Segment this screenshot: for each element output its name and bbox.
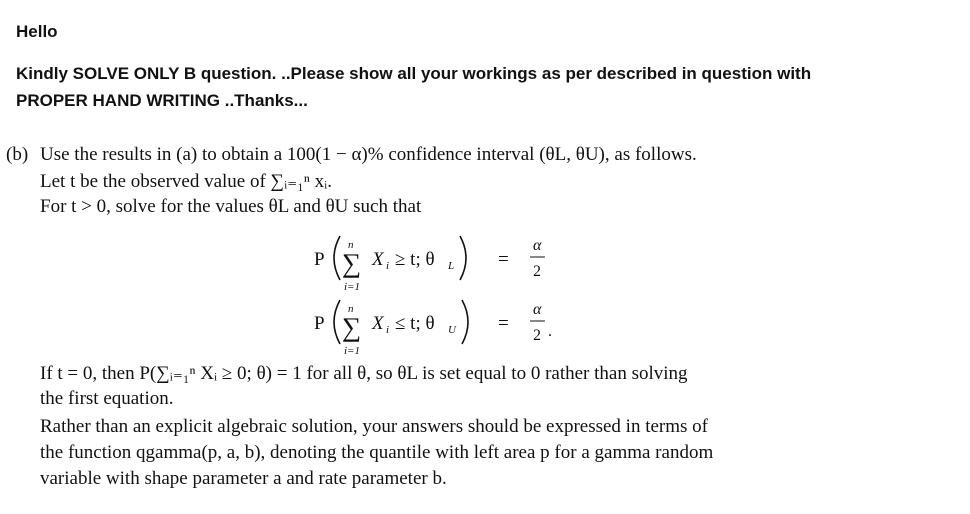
question-line-7: the function qgamma(p, a, b), denoting the quantile with left area p for a gamma random <box>40 442 714 463</box>
svg-text:=: = <box>498 249 509 270</box>
svg-text:P: P <box>314 249 325 270</box>
svg-text:=: = <box>498 313 509 334</box>
svg-text:α: α <box>533 237 542 254</box>
svg-text:X: X <box>372 313 384 334</box>
svg-text:i: i <box>386 260 390 272</box>
equations-block <box>300 228 600 356</box>
svg-text:U: U <box>448 324 456 336</box>
svg-text:2: 2 <box>533 327 541 344</box>
greeting-text: Hello <box>16 22 58 41</box>
request-line-1: Kindly SOLVE ONLY B question. ..Please show all your workings as per described in question with <box>16 64 812 83</box>
svg-text:P: P <box>314 313 325 334</box>
svg-text:∑: ∑ <box>342 248 362 278</box>
svg-text:≤ t; θ: ≤ t; θ <box>395 313 435 334</box>
equation-2 <box>314 300 552 356</box>
svg-text:≥ t; θ: ≥ t; θ <box>395 249 435 270</box>
svg-text:2: 2 <box>533 263 541 280</box>
svg-text:n: n <box>348 303 354 315</box>
question-line-5: the first equation. <box>40 388 174 409</box>
question-line-3: For t > 0, solve for the values θL and θU such that <box>40 196 422 217</box>
request-text <box>16 60 916 114</box>
question-line-2: Let t be the observed value of ∑ᵢ₌₁ⁿ xᵢ. <box>40 171 332 192</box>
request-line-2: PROPER HAND WRITING ..Thanks... <box>16 91 308 110</box>
svg-text:i=1: i=1 <box>344 345 360 356</box>
svg-text:i=1: i=1 <box>344 281 360 293</box>
svg-text:L: L <box>448 260 455 272</box>
svg-text:n: n <box>348 239 354 251</box>
svg-text:∑: ∑ <box>342 312 362 342</box>
svg-text:α: α <box>533 301 542 318</box>
question-line-4: If t = 0, then P(∑ᵢ₌₁ⁿ Xᵢ ≥ 0; θ) = 1 for all θ, so θL is set equal to 0 rather than solving <box>40 363 688 384</box>
svg-text:X: X <box>372 249 384 270</box>
svg-text:.: . <box>548 323 552 340</box>
part-label: (b) <box>6 144 29 165</box>
svg-text:i: i <box>386 324 390 336</box>
question-line-8: variable with shape parameter a and rate parameter b. <box>40 468 447 489</box>
question-line-1: Use the results in (a) to obtain a 100(1 − α)% confidence interval (θL, θU), as follows. <box>40 144 697 165</box>
question-line-6: Rather than an explicit algebraic solution, your answers should be expressed in terms of <box>40 416 708 437</box>
equation-1 <box>314 236 545 293</box>
